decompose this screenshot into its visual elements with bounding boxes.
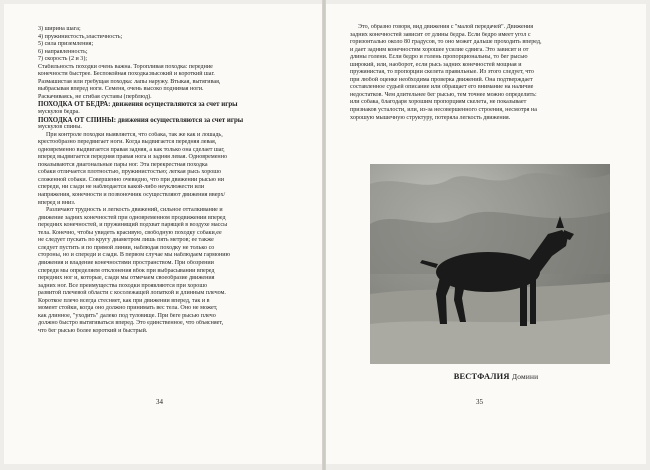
photo-caption [406,372,586,381]
text-line: крестообразно передвигает ноги. Когда выдвигается передняя левая, [38,139,217,146]
text-line: показываются диагональные пары ног. Эта перекрестная походка [38,161,208,168]
text-line: должно быстро вытягиваться вперед. Это единственное, что объясняет, [38,320,224,327]
text-line: следует пустить и по прямой линии, наблюдая походку не только со [38,244,215,251]
text-line: что бег рысью более короткий и быстрый. [38,327,148,334]
text-line: ПОХОДКА ОТ БЕДРА: движения осуществляются за счет игры [38,101,238,109]
text-line: спереди мы определяем отклонения вбок при выбрасывании вперед [38,267,215,274]
text-line: мускулов бедра. [38,109,80,116]
text-line: При контроле походки выявляется, что собака, так же как и лошадь, [46,131,223,138]
text-line: стороны, но и спереди и сзади. В первом случае мы наблюдаем гармонию [38,252,231,259]
left-page-text [38,26,294,335]
text-line: одновременно выдвигается правая задняя, а как только она сделает шаг, [38,146,225,153]
left-page [4,4,322,464]
text-line: сложенной собаки. Совершенно очевидно, что при движении рысью ни [38,176,225,183]
text-line: вперед и вниз. [38,199,76,206]
dog-photograph [370,164,610,364]
text-line: передних ног и, которые, сзади мы отмечаем своеобразие движения [38,275,215,282]
text-line: передних конечностей, и пружинящий подхват парящей в воздухе массы [38,222,228,229]
text-line: длины голени. Если бедро и голень пропорциональны, то бег рысью [350,54,528,61]
text-line: Различают трудность и легкость движений, сильное отталкивание и [46,207,223,214]
left-page-number: 34 [156,398,163,406]
right-page [326,4,646,464]
text-line: собаки отличается плотностью, пружинистостью; легкая рысь хорошо [38,169,222,176]
text-line: Стабильность походки очень важна. Торопливая походка: передние [38,63,213,70]
caption-owner-name: Домини [511,372,539,381]
text-line: мускулов спины. [38,124,82,131]
text-line: Размашистая или гребущая походка: лапы наружу. Втыкая, вытягивая, [38,78,221,85]
text-line: 6) направленность; [38,48,88,55]
text-line: задних конечностей зависит от длины бедра. Если бедро имеет угол с [350,31,531,38]
text-line: напряжения, конечности и позвоночник осуществляют движения вверх/ [38,192,226,199]
text-line: 7) скорость (2 и 3); [38,56,88,63]
right-page-number: 35 [476,398,483,406]
text-line: как длинное, "уходить" далеко под туловище. При беге рысью плечо [38,312,216,319]
text-line: не следует пускать по кругу диаметром лишь пять метров; ее также [38,237,214,244]
text-line: 3) ширина шага; [38,26,81,32]
text-line: вперед выдвигается передняя правая нога и задняя левая. Одновременно [38,154,228,161]
text-line: или собака, благодаря хорошим пропорциям скелета, не показывает [350,99,527,106]
text-line: Короткое плечо всегда стесняет, как при движении вперед, так и в [38,297,210,304]
text-line: выбрасывая вперед ноги. Семеня, очень высоко поднимая ноги. [38,86,204,93]
text-line: ПОХОДКА ОТ СПИНЫ: движения осуществляются за счет игры [38,116,244,124]
text-line: недостатков. Чем длительнее бег рысью, тем точнее можно определить: [350,91,537,98]
text-line: при любой оценке необходима проверка движений. Она подтверждает [350,76,533,83]
caption-dog-name: ВЕСТФАЛИЯ [453,372,510,381]
text-line: движения и владение конечностями пространством. При обозрении [38,259,214,266]
right-page-text [350,24,612,122]
text-line: составленное судьей описание или обращает его внимание на наличие [350,84,534,91]
text-line: признаков усталости, или, из-за несовершенного строения, несмотря на [350,107,537,114]
text-line: тела. Конечно, чтобы увидеть красивую, свободную походку собаки,ее [38,229,222,236]
text-line: движение задних конечностей при одновременном продвижении вперед [38,214,226,221]
text-line: спереди, ни сзади не наблюдается какой-либо неуклюжести или [38,184,205,191]
text-line: хорошую мышечную структуру, потеряла легкость движения. [350,114,511,121]
text-line: 5) сила приземления; [38,41,94,48]
text-line: горизонталью около 80 градусов, то оно может дальше проходить вперед, [350,39,542,46]
text-line: момент стойки, когда оно должно принимать вес тела. Оно не может, [38,305,218,312]
dog-photo-icon [370,164,610,364]
text-line: развитой плечевой области с косолежащей лопаткой и длинным плечом. [38,290,226,297]
text-line: Это, образно говоря, вид движения с "малой передачей". Движения [358,24,534,30]
text-line: пружинистая, то пропорции скелета правильные. Из этого следует, что [350,69,534,76]
text-line: конечности быстрее. Беспокойная походка:высокий и короткий шаг. [38,71,215,78]
text-line: задних ног. Все преимущества походки проявляются при хорошо [38,282,208,289]
text-line: широкий, или, наоборот, если рысь задних конечностей мощная и [350,61,522,68]
text-line: и дает задним конечностям хорошее усилие сдвига. Это зависит и от [350,46,529,53]
text-line: Раскачиваясь, не сгибая суставы (перблюд). [38,93,152,100]
text-line: 4) пружинистость,эластичность; [38,33,123,40]
